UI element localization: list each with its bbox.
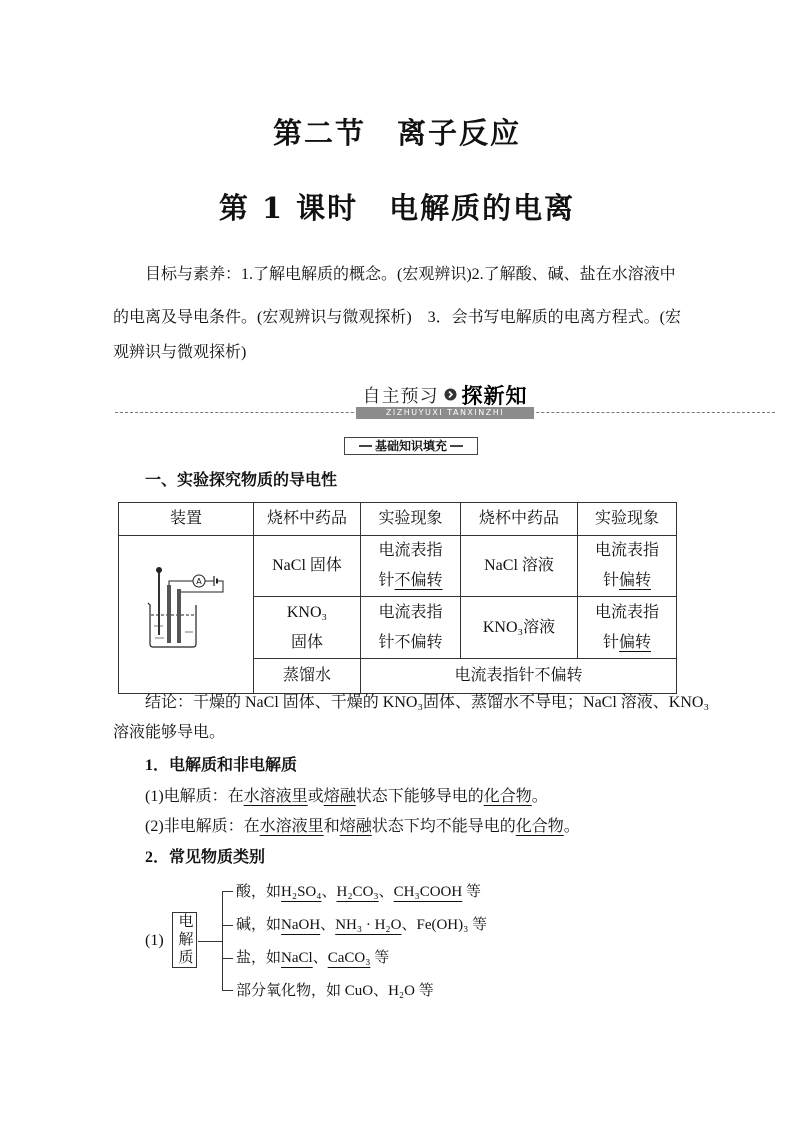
glass-rod <box>156 567 162 635</box>
chevron-circle-icon <box>444 388 457 401</box>
header-phenomenon-a: 实验现象 <box>361 503 461 536</box>
cell-text-line <box>361 566 460 596</box>
lesson-title: 第 1 课时 电解质的电离 <box>218 191 576 225</box>
cell-text: 电流表指 <box>594 603 659 621</box>
blank-answer: 化合物 <box>483 788 532 805</box>
header-phenomenon-b: 实验现象 <box>578 503 677 536</box>
banner-title-row <box>352 382 538 407</box>
branch-acids <box>236 882 481 902</box>
branch-text: 、 <box>321 884 337 900</box>
branch-text: 、 <box>378 884 394 900</box>
blank-answer: H₂CO₃ <box>336 884 379 900</box>
section-banner <box>352 382 538 422</box>
cell-phenomenon-b <box>578 597 677 659</box>
cell-phenomenon-a <box>361 597 461 659</box>
cell-phenomenon-merged <box>361 659 677 694</box>
cell-text: 电流表指 <box>378 603 443 621</box>
definition-electrolyte <box>145 786 548 808</box>
blank-answer: H₂SO₄ <box>281 884 322 900</box>
def-text: (2)非电解质：在 <box>145 818 260 835</box>
ammeter <box>193 575 205 587</box>
header-apparatus: 装置 <box>119 503 254 536</box>
ammeter-label: A <box>196 577 202 586</box>
diagram-branch-tick <box>222 990 233 991</box>
blank-answer: 水溶液里 <box>259 818 324 835</box>
definition-non-electrolyte <box>145 816 580 838</box>
cell-text: NaCl 溶液 <box>484 557 554 574</box>
def-text: 状态下均不能导电的 <box>371 818 516 835</box>
diagram-branch-tick <box>222 925 233 926</box>
branch-text: 等 <box>370 950 390 966</box>
cell-phenomenon-b <box>578 536 677 597</box>
objectives-line: 观辨识与微观探析) <box>113 344 247 361</box>
blank-answer: 熔融 <box>339 818 372 835</box>
branch-text: 、 <box>320 917 336 933</box>
diagram-bracket <box>222 891 223 991</box>
table-header-row <box>119 503 677 536</box>
branch-oxides <box>236 981 434 1001</box>
cell-text: 针 <box>602 633 619 651</box>
cell-substance-b <box>461 597 578 659</box>
cell-text: KNO₃溶液 <box>482 618 556 636</box>
def-text: 或 <box>307 788 324 805</box>
blank-answer: CH₃COOH <box>393 884 463 900</box>
conductivity-apparatus-icon <box>119 537 254 692</box>
blank-answer: NH₃ · H₂O <box>335 917 402 933</box>
conclusion-line: 溶液能够导电。 <box>113 724 226 741</box>
blank-answer: 偏转 <box>619 633 652 651</box>
blank-answer: NaCl <box>281 950 313 966</box>
section-label-text: 基础知识填充 <box>374 439 447 453</box>
cell-text: 针不偏转 <box>378 633 443 651</box>
banner-pinyin: ZIZHUYUXI TANXINZHI <box>356 407 534 419</box>
beaker <box>148 603 196 647</box>
section-title: 第二节 离子反应 <box>272 116 521 150</box>
categories-heading: 2．常见物质类别 <box>145 849 266 866</box>
cell-text: 蒸馏水 <box>282 667 331 684</box>
cell-substance-a <box>254 536 361 597</box>
branch-bases <box>236 915 487 935</box>
section-label <box>344 437 478 455</box>
chevron-circle-icon-graphic <box>444 388 457 401</box>
branch-text: 、Fe(OH)₃ 等 <box>401 917 488 933</box>
blank-answer: 水溶液里 <box>243 788 308 805</box>
diagram-root-label: 电解质 <box>176 913 193 967</box>
cell-text: 电流表指 <box>378 542 443 559</box>
part-one-heading: 一、实验探究物质的导电性 <box>145 472 338 489</box>
def-text: 和 <box>323 818 340 835</box>
branch-text: 、 <box>312 950 328 966</box>
table-row <box>119 536 677 597</box>
diagram-connector <box>198 941 222 942</box>
blank-answer: 不偏转 <box>394 572 443 589</box>
header-substance-a: 烧杯中药品 <box>254 503 361 536</box>
banner-title-left: 自主预习 <box>362 385 439 407</box>
label-left-rule <box>359 445 372 447</box>
label-right-rule <box>450 445 463 447</box>
apparatus-cell <box>119 536 254 694</box>
blank-answer: NaOH <box>281 917 321 933</box>
diagram-index: (1) <box>145 932 164 949</box>
objectives-line: 的电离及导电条件。(宏观辨识与微观探析) 3．会书写电解质的电离方程式。(宏 <box>113 309 681 326</box>
cell-substance-b <box>461 536 578 597</box>
cell-text-line <box>578 566 676 596</box>
conclusion-line: 结论：干燥的 NaCl 固体、干燥的 KNO₃固体、蒸馏水不导电；NaCl 溶液、KNO₃ <box>145 694 710 711</box>
def-text: 。 <box>563 818 580 835</box>
branch-salts <box>236 948 389 968</box>
blank-answer: 熔融 <box>323 788 356 805</box>
cell-text: 固体 <box>290 633 323 651</box>
electrolytes-heading: 1．电解质和非电解质 <box>145 757 298 774</box>
diagram-branch-tick <box>222 958 233 959</box>
cell-text: 针 <box>602 572 619 589</box>
branch-text: 碱，如 <box>236 917 282 933</box>
cell-substance-a <box>254 659 361 694</box>
cell-text: 电流表指针不偏转 <box>454 667 583 684</box>
objectives-line: 目标与素养：1.了解电解质的概念。(宏观辨识)2.了解酸、碱、盐在水溶液中 <box>145 266 676 283</box>
def-text: (1)电解质：在 <box>145 788 244 805</box>
def-text: 。 <box>531 788 548 805</box>
branch-text: 等 <box>462 884 481 900</box>
branch-text: 盐，如 <box>236 950 282 966</box>
cell-text: 针 <box>378 572 395 589</box>
electrodes <box>167 585 181 643</box>
experiment-table <box>118 502 677 694</box>
branch-text: 酸，如 <box>236 884 282 900</box>
def-text: 状态下能够导电的 <box>355 788 484 805</box>
blank-answer: 化合物 <box>515 818 564 835</box>
cell-text: KNO₃ <box>286 603 328 621</box>
diagram-root-box <box>172 912 197 968</box>
header-substance-b: 烧杯中药品 <box>461 503 578 536</box>
blank-answer: 偏转 <box>619 572 652 589</box>
cell-substance-a <box>254 597 361 659</box>
cell-phenomenon-a <box>361 536 461 597</box>
cell-text: NaCl 固体 <box>272 557 342 574</box>
blank-answer: CaCO₃ <box>327 950 371 966</box>
diagram-branch-tick <box>222 891 233 892</box>
cell-text-line <box>578 628 676 658</box>
banner-title-right: 探新知 <box>461 383 528 408</box>
cell-text: 电流表指 <box>594 542 659 559</box>
branch-text: 部分氧化物，如 CuO、H₂O 等 <box>236 983 434 999</box>
